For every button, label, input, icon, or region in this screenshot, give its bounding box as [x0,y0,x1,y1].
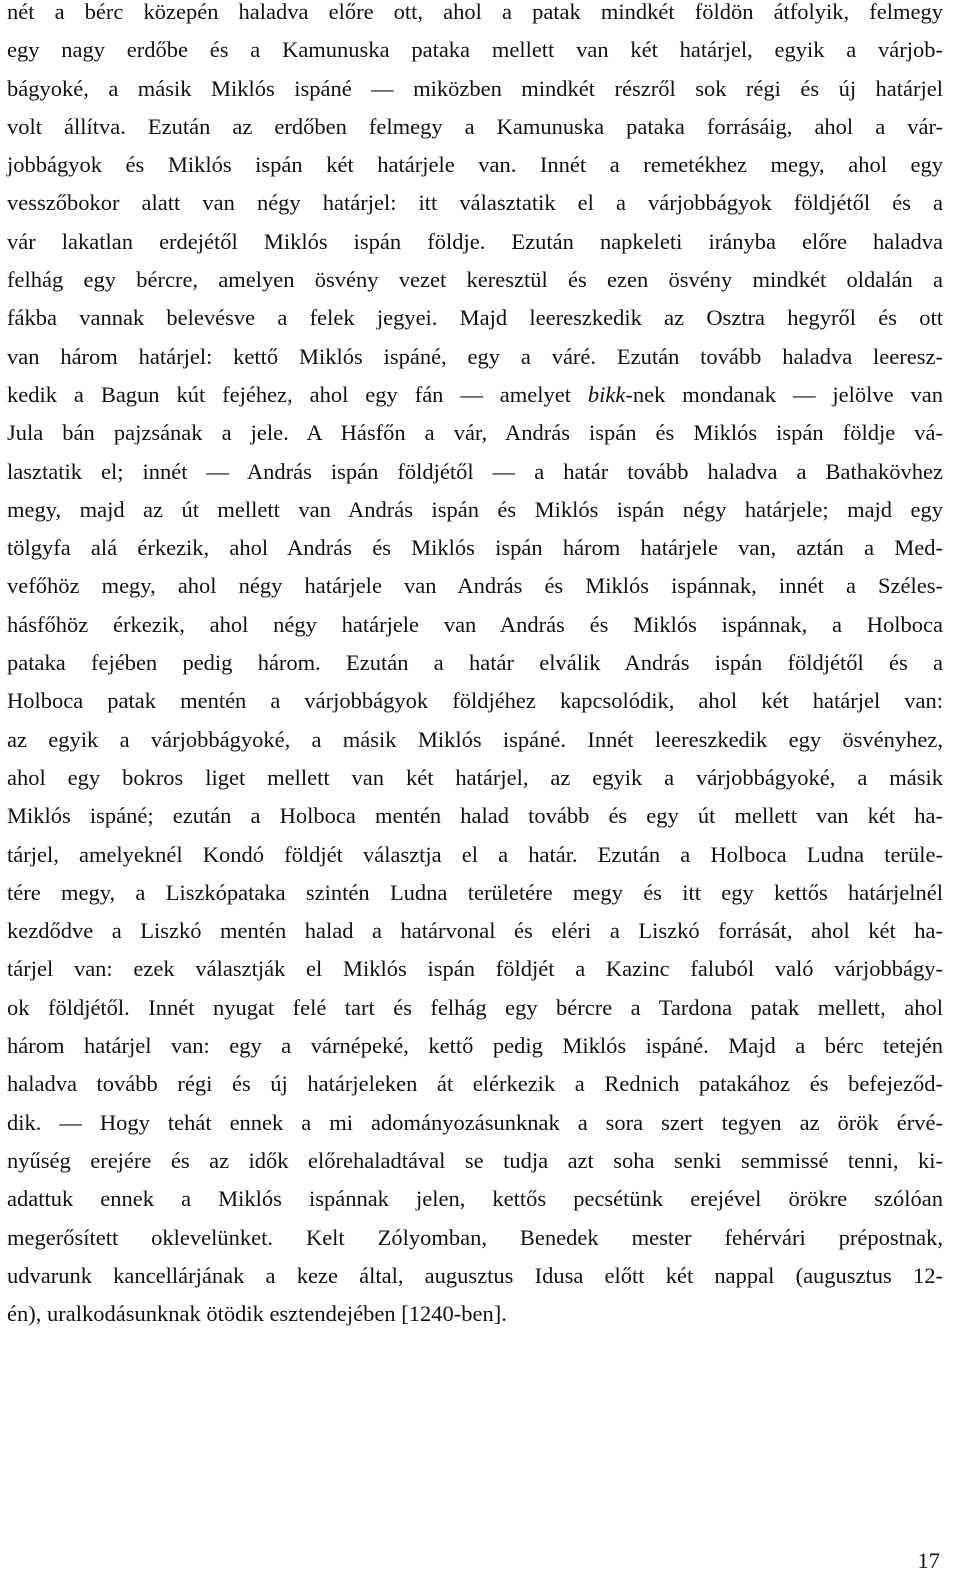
text-line: volt állítva. Ezután az erdőben felmegy a Kamunuska pataka forrásáig, ahol a vár- [7,113,943,139]
text-line: dik. — Hogy tehát ennek a mi adományozásunknak a sora szert tegyen az örök érvé- [7,1109,943,1135]
text-line: tölgyfa alá érkezik, ahol András és Miklós ispán három határjele van, aztán a Med- [7,535,943,561]
text-line: Holboca patak mentén a várjobbágyok földjéhez kapcsolódik, ahol két határjel van: [7,688,943,714]
text-line: van három határjel: kettő Miklós ispáné, egy a váré. Ezután tovább haladva leeresz- [7,343,943,369]
text-line: fákba vannak belevésve a felek jegyei. Majd leereszkedik az Osztra hegyről és ott [7,305,943,331]
text-line: kezdődve a Liszkó mentén halad a határvonal és eléri a Liszkó forrását, ahol két ha- [7,918,943,944]
text-line: megy, majd az út mellett van András ispán és Miklós ispán négy határjele; majd egy [7,496,943,522]
text-line: tére megy, a Liszkópataka szintén Ludna területére megy és itt egy kettős határjelnél [7,879,943,905]
page-number: 17 [917,1548,940,1573]
text-line: nét a bérc közepén haladva előre ott, ahol a patak mindkét földön átfolyik, felmegy [7,0,943,24]
text-line: adattuk ennek a Miklós ispánnak jelen, kettős pecsétünk erejével örökre szólóan [7,1186,943,1212]
text-line: ok földjétől. Innét nyugat felé tart és felhág egy bércre a Tardona patak mellett, ahol [7,994,943,1020]
text-line: haladva tovább régi és új határjeleken át elérkezik a Rednich patakához és befejeződ- [7,1071,943,1097]
text-line: három határjel van: egy a várnépeké, kettő pedig Miklós ispáné. Majd a bérc tetején [7,1033,943,1059]
text-segment: -nek mondanak — jelölve van [625,381,944,407]
text-line: megerősített oklevelünket. Kelt Zólyomban, Benedek mester fehérvári prépostnak, [7,1224,943,1250]
text-line: lasztatik el; innét — András ispán földjétől — a határ tovább haladva a Bathakövhez [7,458,943,484]
text-line: vefőhöz megy, ahol négy határjele van András és Miklós ispánnak, innét a Széles- [7,573,943,599]
text-segment: kedik a Bagun kút fejéhez, ahol egy fán — amelyet [7,381,588,407]
text-line: ahol egy bokros liget mellett van két határjel, az egyik a várjobbágyoké, a másik [7,764,943,790]
text-line: vár lakatlan erdejétől Miklós ispán földje. Ezután napkeleti irányba előre haladva [7,228,943,254]
text-line: vesszőbokor alatt van négy határjel: itt választatik el a várjobbágyok földjétől és a [7,190,943,216]
text-line: felhág egy bércre, amelyen ösvény vezet keresztül és ezen ösvény mindkét oldalán a [7,267,943,293]
text-line: nyűség erejére és az idők előrehaladtával se tudja azt soha senki semmissé tenni, ki- [7,1147,943,1173]
text-line: jobbágyok és Miklós ispán két határjele van. Innét a remetékhez megy, ahol egy [7,152,943,178]
text-line: bágyoké, a másik Miklós ispáné — miközben mindkét részről sok régi és új határjel [7,75,943,101]
text-line: az egyik a várjobbágyoké, a másik Miklós ispáné. Innét leereszkedik egy ösvényhez, [7,726,943,752]
text-line: tárjel van: ezek választják el Miklós ispán földjét a Kazinc faluból való várjobbágy- [7,956,943,982]
text-line: Miklós ispáné; ezután a Holboca mentén halad tovább és egy út mellett van két ha- [7,803,943,829]
text-line: pataka fejében pedig három. Ezután a határ elválik András ispán földjétől és a [7,650,943,676]
text-line: én), uralkodásunknak ötödik esztendejében [1240-ben]. [7,1301,507,1327]
document-body [7,0,943,1333]
text-line: hásfőhöz érkezik, ahol négy határjele van András és Miklós ispánnak, a Holboca [7,611,943,637]
text-line: egy nagy erdőbe és a Kamunuska pataka mellett van két határjel, egyik a várjob- [7,37,943,63]
text-line [7,376,943,414]
text-line: udvarunk kancellárjának a keze által, augusztus Idusa előtt két nappal (augusztus 12- [7,1262,943,1288]
text-line: Jula bán pajzsának a jele. A Hásfőn a vár, András ispán és Miklós ispán földje vá- [7,420,943,446]
italic-text-segment: bikk [587,381,626,407]
text-line: tárjel, amelyeknél Kondó földjét választja el a határ. Ezután a Holboca Ludna terüle- [7,841,943,867]
